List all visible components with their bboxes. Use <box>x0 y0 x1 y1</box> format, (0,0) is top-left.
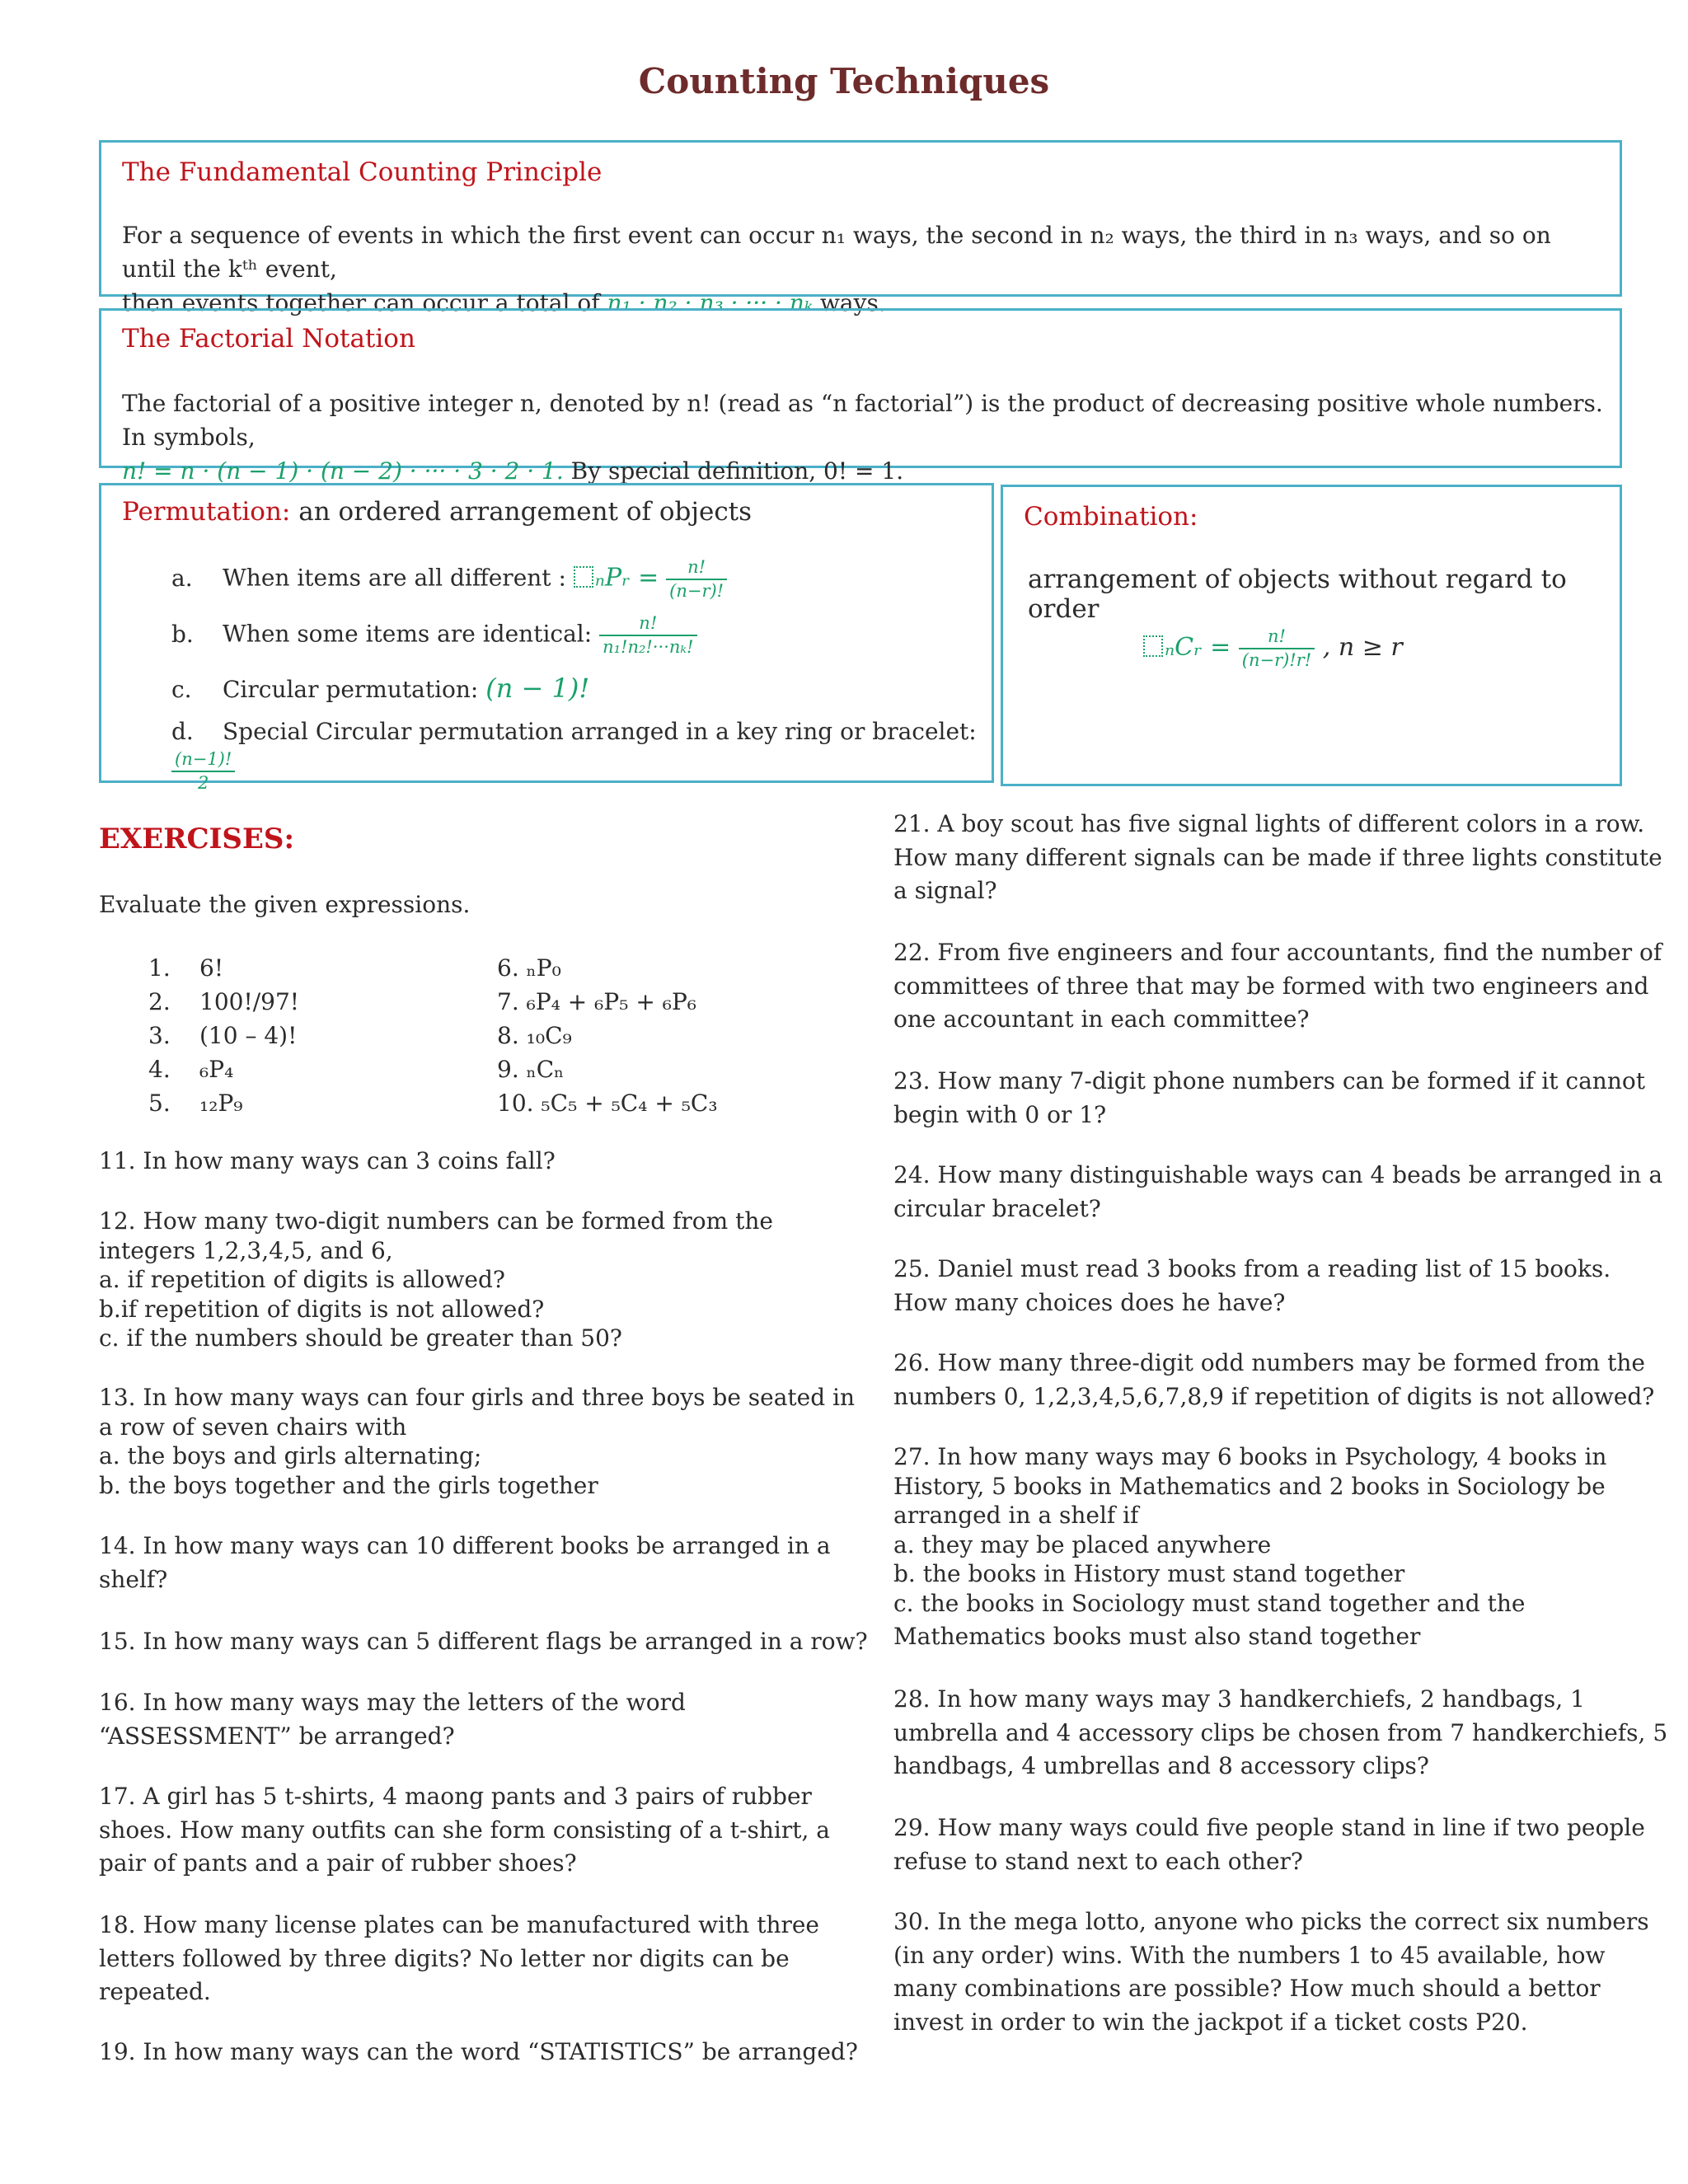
comb-condition: , n ≥ r <box>1322 633 1403 662</box>
list-item: 6. ₙP₀ <box>497 954 561 982</box>
item-number: 4. <box>148 1056 171 1083</box>
question-line: a signal? <box>893 877 997 904</box>
permutation-subheading: an ordered arrangement of objects <box>290 497 753 527</box>
perm-d-num: (n−1)! <box>175 749 232 769</box>
perm-a-fraction <box>666 556 727 602</box>
fcp-line1: For a sequence of events in which the first event can occur n₁ ways, the second in n₂ ways, the third in n₃ ways, and so on until the kᵗʰ event, <box>122 222 1551 283</box>
question-25 <box>893 1253 1611 1319</box>
question-line: 15. In how many ways can 5 different flags be arranged in a row? <box>99 1628 868 1655</box>
question-line: 23. How many 7-digit phone numbers can be formed if it cannot <box>893 1067 1645 1094</box>
question-line: 22. From five engineers and four accountants, find the number of <box>893 939 1662 966</box>
fcp-formula: n₁ · n₂ · n₃ · ··· · nₖ <box>607 289 814 316</box>
question-line: 18. How many license plates can be manufactured with three <box>99 1911 820 1938</box>
perm-d-fraction <box>171 748 235 794</box>
question-line: b.if repetition of digits is not allowed? <box>99 1295 545 1323</box>
combination-text: arrangement of objects without regard to order <box>1028 565 1567 624</box>
question-line: a. if repetition of digits is allowed? <box>99 1266 505 1293</box>
list-item <box>148 951 299 985</box>
factorial-line2-suffix: By special definition, 0! = 1. <box>563 457 904 485</box>
question-line: pair of pants and a pair of rubber shoes? <box>99 1849 577 1877</box>
list-item <box>148 1052 299 1086</box>
question-line: shelf? <box>99 1565 168 1593</box>
question-19 <box>99 2036 858 2069</box>
question-line: 26. How many three-digit odd numbers may be formed from the <box>893 1349 1645 1376</box>
question-line: letters followed by three digits? No letter nor digits can be <box>99 1944 790 1972</box>
factorial-heading: The Factorial Notation <box>122 324 415 354</box>
list-item <box>148 985 299 1019</box>
question-15 <box>99 1625 868 1659</box>
question-16 <box>99 1686 686 1753</box>
question-29 <box>893 1811 1645 1878</box>
list-item: 10. ₅C₅ + ₅C₄ + ₅C₃ <box>497 1090 718 1117</box>
question-line: History, 5 books in Mathematics and 2 books in Sociology be <box>893 1472 1606 1500</box>
question-line: shoes. How many outfits can she form consisting of a t-shirt, a <box>99 1816 830 1844</box>
perm-item-c <box>171 672 979 706</box>
question-30 <box>893 1905 1649 2039</box>
question-line: Mathematics books must also stand together <box>893 1623 1421 1650</box>
perm-b-den: n₁!n₂!···nₖ! <box>599 635 696 658</box>
page-title: Counting Techniques <box>638 61 1050 101</box>
permutation-heading-row <box>122 497 752 527</box>
perm-d-den: 2 <box>171 771 235 794</box>
perm-item-b-letter: b. <box>171 620 194 648</box>
factorial-text <box>122 387 1606 488</box>
question-18 <box>99 1909 819 2009</box>
question-line: 11. In how many ways can 3 coins fall? <box>99 1147 556 1174</box>
fcp-box <box>99 140 1622 316</box>
perm-item-a-letter: a. <box>171 564 193 592</box>
comb-den: (n−r)!r! <box>1239 648 1315 672</box>
factorial-box <box>99 308 1622 485</box>
perm-item-b-text: When some items are identical: <box>223 620 593 648</box>
perm-item-c-text: Circular permutation: <box>223 676 479 703</box>
placeholder-box-icon <box>574 566 593 588</box>
question-line: b. the boys together and the girls together <box>99 1471 598 1499</box>
question-12 <box>99 1207 773 1353</box>
factorial-line1: The factorial of a positive integer n, denoted by n! (read as “n factorial”) is the product of decreasing positive whole numbers. In symbols, <box>122 390 1603 451</box>
combination-heading: Combination: <box>1024 502 1198 532</box>
expression-list-left <box>148 951 299 1120</box>
perm-item-c-letter: c. <box>171 676 192 703</box>
question-21 <box>893 808 1662 908</box>
perm-item-a-text: When items are all different : <box>223 564 566 592</box>
question-line: refuse to stand next to each other? <box>893 1847 1303 1875</box>
comb-fraction <box>1239 626 1315 672</box>
fcp-heading: The Fundamental Counting Principle <box>122 157 603 187</box>
question-line: umbrella and 4 accessory clips be chosen from 7 handkerchiefs, 5 <box>893 1718 1668 1746</box>
fcp-text <box>122 218 1606 320</box>
perm-item-a <box>171 556 979 602</box>
item-number: 1. <box>148 954 171 982</box>
list-item <box>148 1086 299 1120</box>
question-13 <box>99 1383 855 1500</box>
factorial-formula: n! = n · (n − 1) · (n − 2) · ··· · 3 · 2 · 1. <box>122 457 564 485</box>
question-line: 25. Daniel must read 3 books from a reading list of 15 books. <box>893 1255 1611 1282</box>
question-line: How many different signals can be made if three lights constitute <box>893 843 1662 871</box>
question-line: (in any order) wins. With the numbers 1 to 45 available, how <box>893 1941 1606 1969</box>
question-line: many combinations are possible? How much should a bettor <box>893 1975 1601 2002</box>
placeholder-box-icon <box>1143 635 1163 657</box>
comb-lhs: ₙCᵣ = <box>1165 633 1231 662</box>
list-item: 8. ₁₀C₉ <box>497 1022 572 1049</box>
perm-a-num: n! <box>687 557 706 577</box>
question-line: integers 1,2,3,4,5, and 6, <box>99 1236 393 1264</box>
question-line: begin with 0 or 1? <box>893 1100 1107 1128</box>
question-11 <box>99 1146 556 1176</box>
list-item: 9. ₙCₙ <box>497 1056 565 1083</box>
perm-item-b <box>171 612 979 658</box>
question-17 <box>99 1780 830 1881</box>
perm-a-lhs: ₙPᵣ = <box>594 563 659 593</box>
perm-a-den: (n−r)! <box>666 579 727 602</box>
question-line: 30. In the mega lotto, anyone who picks the correct six numbers <box>893 1908 1649 1935</box>
question-line: “ASSESSMENT” be arranged? <box>99 1722 455 1750</box>
question-line: committees of three that may be formed with two engineers and <box>893 972 1649 1000</box>
exercises-heading: EXERCISES: <box>99 823 295 855</box>
question-line: repeated. <box>99 1978 211 2005</box>
permutation-box <box>99 483 994 793</box>
question-line: invest in order to win the jackpot if a ticket costs P20. <box>893 2008 1528 2036</box>
perm-item-d-text: Special Circular permutation arranged in a key ring or bracelet: <box>223 718 977 745</box>
question-line: arranged in a shelf if <box>893 1502 1139 1529</box>
question-line: 24. How many distinguishable ways can 4 beads be arranged in a <box>893 1161 1663 1188</box>
question-26 <box>893 1347 1654 1413</box>
perm-c-formula: (n − 1)! <box>485 673 590 704</box>
item-text: (10 – 4)! <box>199 1022 298 1049</box>
permutation-heading: Permutation: <box>122 497 291 527</box>
item-text: 6! <box>199 954 224 982</box>
question-28 <box>893 1683 1667 1783</box>
perm-item-d <box>171 715 987 794</box>
question-line: a. they may be placed anywhere <box>893 1530 1272 1558</box>
perm-b-fraction <box>599 612 696 658</box>
item-text: 100!/97! <box>199 988 300 1015</box>
question-23 <box>893 1065 1645 1132</box>
question-24 <box>893 1159 1662 1226</box>
question-line: c. the books in Sociology must stand together and the <box>893 1589 1526 1617</box>
combination-formula <box>1143 626 1403 672</box>
question-line: 27. In how many ways may 6 books in Psychology, 4 books in <box>893 1443 1607 1470</box>
question-line: 29. How many ways could five people stand in line if two people <box>893 1814 1645 1841</box>
fcp-line2-prefix: then events together can occur a total of <box>122 289 607 316</box>
question-line: 17. A girl has 5 t-shirts, 4 maong pants and 3 pairs of rubber <box>99 1783 812 1810</box>
question-line: a. the boys and girls alternating; <box>99 1442 482 1469</box>
item-number: 5. <box>148 1090 171 1117</box>
exercises-instruction: Evaluate the given expressions. <box>99 891 471 918</box>
fcp-line2-suffix: ways. <box>813 289 886 316</box>
question-22 <box>893 936 1662 1037</box>
question-line: 13. In how many ways can four girls and three boys be seated in <box>99 1384 856 1411</box>
question-line: 16. In how many ways may the letters of the word <box>99 1689 686 1716</box>
question-14 <box>99 1530 831 1596</box>
question-line: 19. In how many ways can the word “STATISTICS” be arranged? <box>99 2038 858 2065</box>
question-27 <box>893 1442 1606 1652</box>
question-line: b. the books in History must stand together <box>893 1560 1405 1587</box>
list-item: 7. ₆P₄ + ₆P₅ + ₆P₆ <box>497 988 697 1015</box>
perm-item-d-letter: d. <box>171 718 194 745</box>
combination-box <box>1001 485 1622 786</box>
item-number: 2. <box>148 988 171 1015</box>
question-line: How many choices does he have? <box>893 1288 1286 1316</box>
question-line: 14. In how many ways can 10 different books be arranged in a <box>99 1532 831 1559</box>
item-number: 3. <box>148 1022 171 1049</box>
list-item <box>148 1019 299 1052</box>
expression-list-right <box>497 951 718 1120</box>
item-text: ₁₂P₉ <box>199 1090 243 1117</box>
perm-b-num: n! <box>639 613 658 633</box>
question-line: numbers 0, 1,2,3,4,5,6,7,8,9 if repetition of digits is not allowed? <box>893 1382 1655 1410</box>
question-line: 28. In how many ways may 3 handkerchiefs, 2 handbags, 1 <box>893 1685 1585 1713</box>
question-line: one accountant in each committee? <box>893 1005 1310 1033</box>
question-line: c. if the numbers should be greater than 50? <box>99 1324 622 1352</box>
question-line: handbags, 4 umbrellas and 8 accessory clips? <box>893 1752 1429 1779</box>
item-text: ₆P₄ <box>199 1056 234 1083</box>
question-line: circular bracelet? <box>893 1194 1101 1222</box>
question-line: a row of seven chairs with <box>99 1413 407 1441</box>
question-line: 12. How many two-digit numbers can be formed from the <box>99 1207 773 1235</box>
comb-num: n! <box>1268 626 1286 646</box>
question-line: 21. A boy scout has five signal lights of different colors in a row. <box>893 810 1645 837</box>
